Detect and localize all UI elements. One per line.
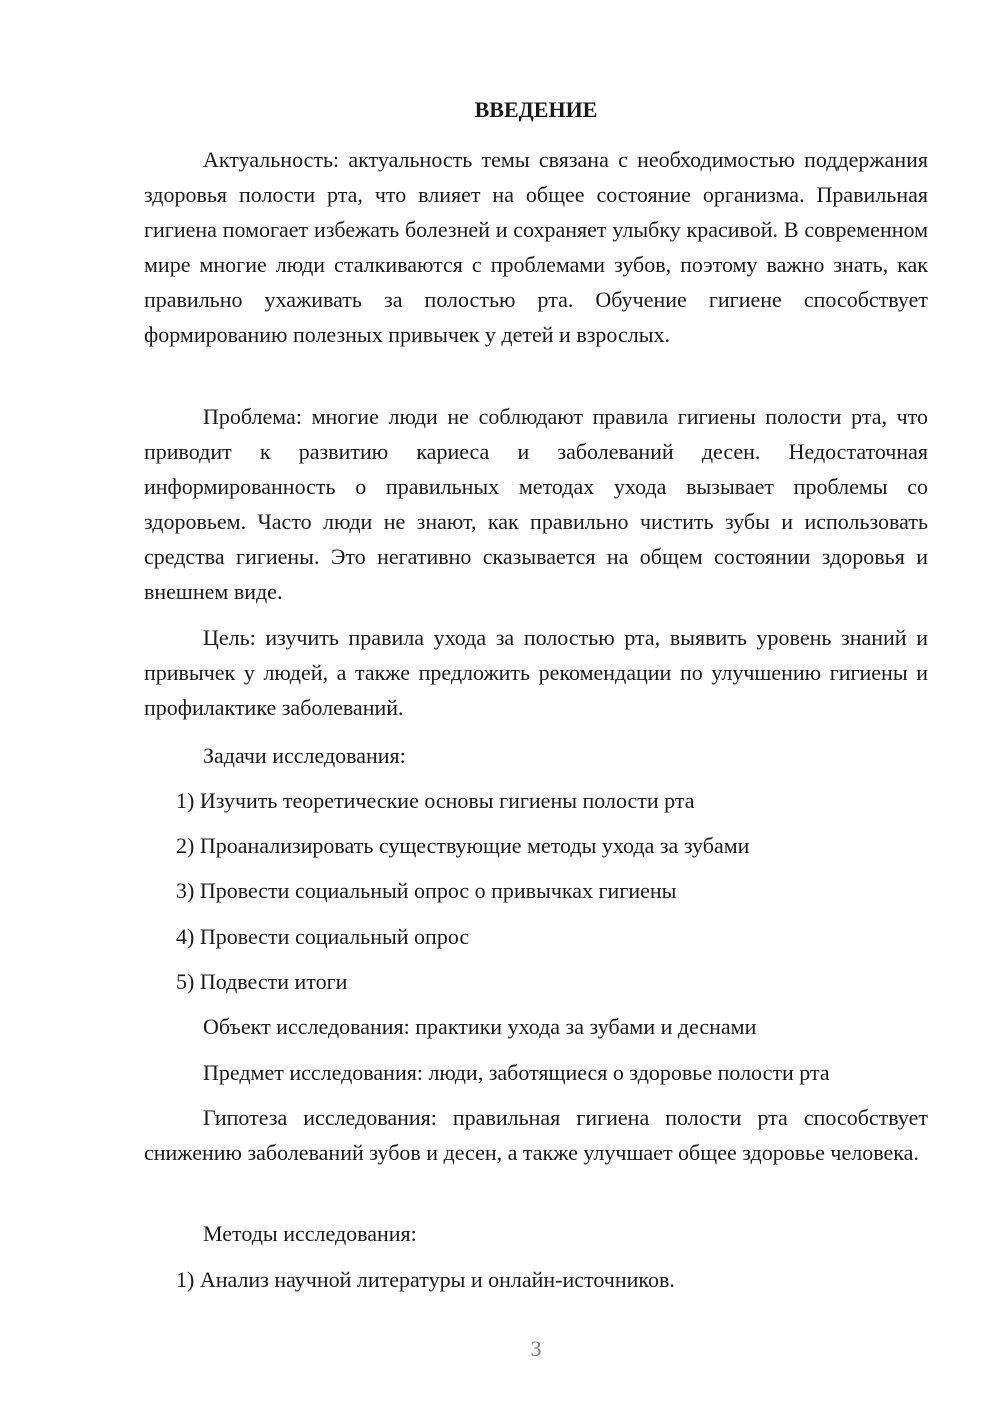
problem-paragraph: Проблема: многие люди не соблюдают правила гигиены полости рта, что приводит к развитию кариеса и заболеваний десен. Недостаточная информированность о правильных методах ухода вызывает проблемы со здоровьем. Часто люди не знают, как правильно чистить зубы и использовать средства гигиены. Это негативно сказывается на общем состоянии здоровья и внешнем виде. (144, 404, 928, 605)
section-heading: ВВЕДЕНИЕ (474, 97, 598, 122)
method-item-1: 1) Анализ научной литературы и онлайн-источников. (176, 1267, 675, 1292)
research-object: Объект исследования: практики ухода за зубами и деснами (203, 1014, 757, 1039)
relevance-paragraph: Актуальность: актуальность темы связана с необходимостью поддержания здоровья полости рта, что влияет на общее состояние организма. Правильная гигиена помогает избежать болезней и сохраняет улыбку красивой. В современном мире многие люди сталкиваются с проблемами зубов, поэтому важно знать, как правильно ухаживать за полостью рта. Обучение гигиене способствует формированию полезных привычек у детей и взрослых. (144, 147, 928, 348)
task-item-3: 3) Провести социальный опрос о привычках гигиены (176, 878, 677, 903)
task-item-5: 5) Подвести итоги (176, 969, 348, 994)
page-number: 3 (530, 1336, 542, 1361)
task-item-4: 4) Провести социальный опрос (176, 924, 470, 949)
hypothesis-paragraph: Гипотеза исследования: правильная гигиена полости рта способствует снижению заболеваний зубов и десен, а также улучшает общее здоровье человека. (144, 1105, 928, 1166)
methods-title: Методы исследования: (203, 1221, 417, 1246)
research-subject: Предмет исследования: люди, заботящиеся о здоровье полости рта (203, 1060, 830, 1085)
task-item-1: 1) Изучить теоретические основы гигиены полости рта (176, 788, 695, 813)
document-page (144, 0, 928, 1414)
task-item-2: 2) Проанализировать существующие методы ухода за зубами (176, 833, 750, 858)
tasks-title: Задачи исследования: (203, 743, 406, 768)
goal-paragraph: Цель: изучить правила ухода за полостью рта, выявить уровень знаний и привычек у людей, а также предложить рекомендации по улучшению гигиены и профилактике заболеваний. (144, 625, 928, 721)
